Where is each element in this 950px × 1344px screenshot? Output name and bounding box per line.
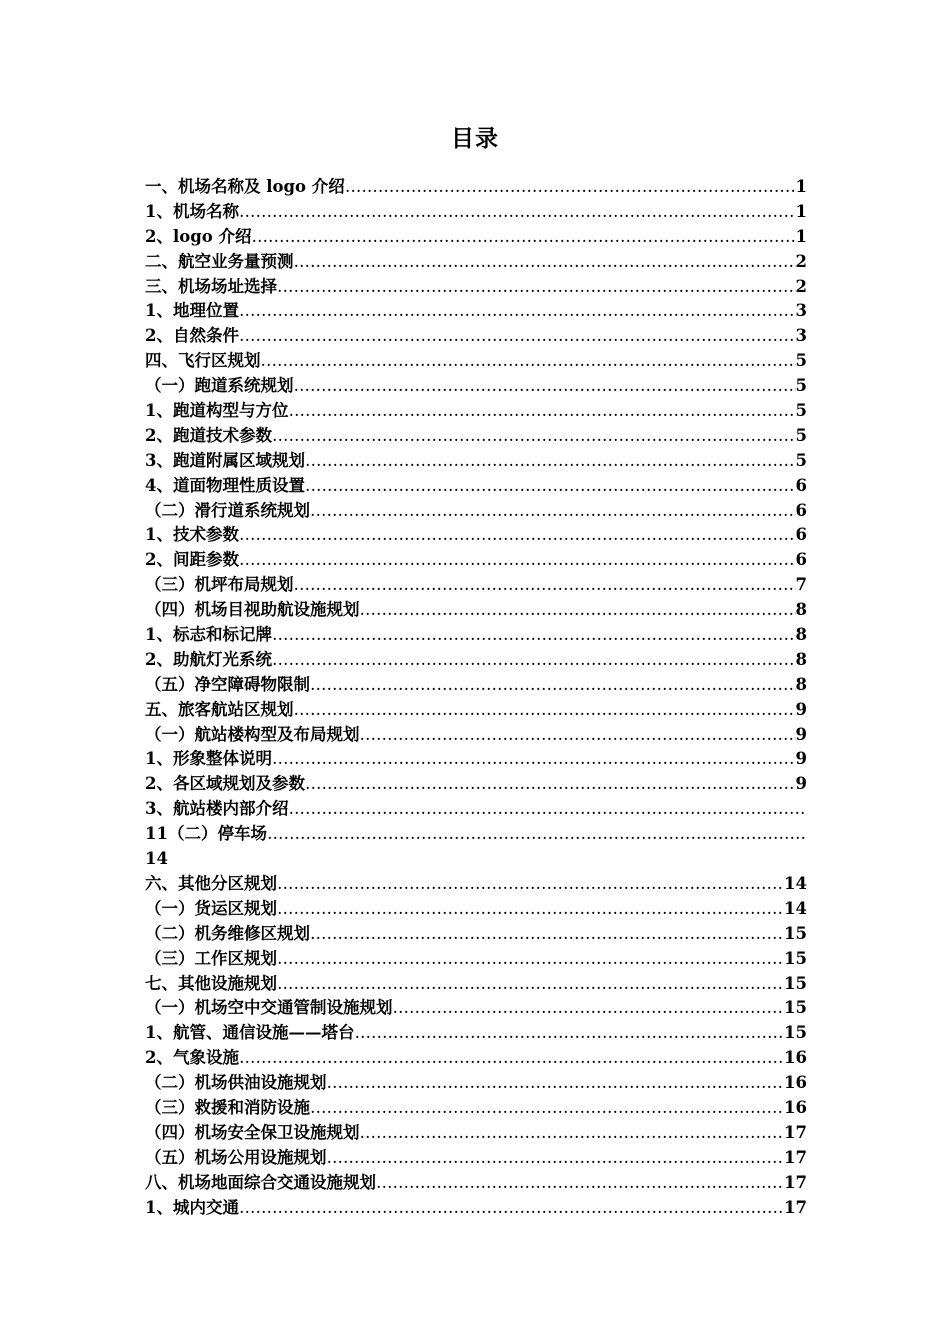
toc-entry[interactable]: [145, 1171, 807, 1196]
toc-leader-dots: [305, 449, 796, 474]
toc-leader-dots: [360, 723, 796, 748]
toc-entry[interactable]: [145, 598, 807, 623]
toc-entry-page: 9: [795, 774, 807, 794]
toc-entry[interactable]: [145, 623, 807, 648]
toc-entry-label: 4、道面物理性质设置: [145, 475, 305, 495]
toc-entry-label: 二、航空业务量预测: [145, 251, 294, 271]
toc-leader-dots: [239, 1046, 784, 1071]
toc-entry-label: （二）滑行道系统规划: [145, 500, 310, 520]
toc-entry-page: 6: [795, 475, 807, 495]
toc-leader-dots: [239, 548, 796, 573]
toc-leader-dots: [277, 275, 796, 300]
table-of-contents: [145, 175, 807, 1220]
toc-entry[interactable]: [145, 698, 807, 723]
toc-entry-page: 3: [795, 326, 807, 346]
toc-entry[interactable]: [145, 200, 807, 225]
toc-entry-label: 3、跑道附属区域规划: [145, 450, 305, 470]
toc-leader-dots: [294, 698, 796, 723]
toc-entry[interactable]: [145, 399, 807, 424]
toc-entry-page: 1: [795, 201, 807, 221]
toc-entry-label: （四）机场目视助航设施规划: [145, 600, 360, 620]
toc-entry-page: 5: [795, 425, 807, 445]
toc-entry-page: 15: [784, 998, 807, 1018]
toc-leader-dots: [294, 250, 796, 275]
toc-entry-page: 17: [784, 1197, 807, 1217]
toc-entry[interactable]: [145, 648, 807, 673]
toc-leader-dots: [277, 872, 784, 897]
toc-entry-page: 5: [795, 376, 807, 396]
toc-entry[interactable]: [145, 299, 807, 324]
toc-leader-dots: [267, 822, 807, 847]
toc-entry-page: 9: [795, 724, 807, 744]
toc-entry[interactable]: [145, 847, 807, 872]
toc-leader-dots: [239, 324, 796, 349]
toc-leader-dots: [310, 922, 784, 947]
toc-entry-page: 17: [784, 1172, 807, 1192]
toc-leader-dots: [327, 1071, 785, 1096]
toc-entry-label: 一、机场名称及 logo 介绍: [145, 177, 345, 196]
toc-entry-label: （一）航站楼构型及布局规划: [145, 724, 360, 744]
toc-entry-page: 17: [784, 1122, 807, 1142]
toc-entry-label: （一）跑道系统规划: [145, 376, 294, 396]
toc-entry-page: 6: [795, 525, 807, 545]
toc-entry[interactable]: [145, 996, 807, 1021]
toc-entry-page: 15: [784, 973, 807, 993]
toc-entry-page: 14: [784, 898, 807, 918]
toc-entry-label: 14: [145, 849, 168, 869]
toc-entry[interactable]: [145, 349, 807, 374]
toc-entry-label: 2、各区域规划及参数: [145, 774, 305, 794]
toc-entry-page: 8: [795, 674, 807, 694]
toc-entry[interactable]: [145, 175, 807, 200]
toc-entry-label: 1、航管、通信设施——塔台: [145, 1023, 355, 1043]
toc-entry-label: 3、航站楼内部介绍: [145, 799, 289, 819]
toc-entry-label: （五）净空障碍物限制: [145, 674, 310, 694]
toc-entry-page: 16: [784, 1097, 807, 1117]
toc-entry-label: 七、其他设施规划: [145, 973, 277, 993]
toc-entry-page: 2: [795, 251, 807, 271]
toc-leader-dots: [376, 1171, 784, 1196]
toc-entry[interactable]: [145, 1196, 807, 1221]
toc-leader-dots: [239, 1196, 784, 1221]
toc-leader-dots: [261, 349, 796, 374]
toc-entry-label: 1、标志和标记牌: [145, 625, 272, 645]
toc-entry-label: 1、跑道构型与方位: [145, 401, 289, 421]
toc-entry-label: （三）机坪布局规划: [145, 575, 294, 595]
toc-entry-label: 五、旅客航站区规划: [145, 699, 294, 719]
toc-leader-dots: [272, 648, 796, 673]
toc-entry-page: 3: [795, 301, 807, 321]
toc-entry-label: 11（二）停车场: [145, 824, 267, 844]
toc-entry[interactable]: [145, 548, 807, 573]
toc-entry-label: 1、形象整体说明: [145, 749, 272, 769]
toc-leader-dots: [393, 996, 785, 1021]
toc-entry[interactable]: [145, 1071, 807, 1096]
toc-entry-page: 1: [795, 226, 807, 246]
toc-entry-page: 5: [795, 450, 807, 470]
toc-entry-page: 6: [795, 500, 807, 520]
toc-entry-page: 8: [795, 649, 807, 669]
toc-entry-label: 2、logo 介绍: [145, 226, 252, 246]
toc-entry-label: 2、自然条件: [145, 326, 239, 346]
toc-entry-page: 8: [795, 600, 807, 620]
toc-entry-label: （二）机务维修区规划: [145, 923, 310, 943]
toc-entry[interactable]: [145, 673, 807, 698]
toc-leader-dots: [310, 499, 796, 524]
toc-entry-label: （四）机场安全保卫设施规划: [145, 1122, 360, 1142]
toc-leader-dots: [345, 175, 796, 200]
toc-entry[interactable]: [145, 1121, 807, 1146]
toc-entry[interactable]: [145, 872, 807, 897]
toc-entry[interactable]: [145, 897, 807, 922]
toc-entry-label: （一）货运区规划: [145, 898, 277, 918]
toc-entry-page: 8: [795, 625, 807, 645]
toc-entry[interactable]: [145, 424, 807, 449]
toc-entry-label: 1、城内交通: [145, 1197, 239, 1217]
toc-leader-dots: [272, 747, 796, 772]
toc-entry-label: 2、间距参数: [145, 550, 239, 570]
toc-entry[interactable]: [145, 723, 807, 748]
toc-entry[interactable]: [145, 474, 807, 499]
toc-entry-page: 1: [795, 177, 807, 196]
toc-entry[interactable]: [145, 922, 807, 947]
toc-entry[interactable]: [145, 797, 807, 822]
toc-leader-dots: [239, 523, 796, 548]
toc-entry-page: 16: [784, 1048, 807, 1068]
toc-entry[interactable]: [145, 747, 807, 772]
toc-entry-label: 四、飞行区规划: [145, 351, 261, 371]
toc-leader-dots: [305, 772, 796, 797]
toc-entry-label: 1、地理位置: [145, 301, 239, 321]
toc-entry[interactable]: [145, 947, 807, 972]
toc-leader-dots: [310, 1096, 784, 1121]
toc-entry[interactable]: [145, 499, 807, 524]
toc-entry[interactable]: [145, 972, 807, 997]
toc-entry-page: 5: [795, 351, 807, 371]
toc-entry-page: 7: [795, 575, 807, 595]
toc-entry-label: 八、机场地面综合交通设施规划: [145, 1172, 376, 1192]
toc-title: 目录: [451, 125, 499, 152]
toc-entry-label: 2、助航灯光系统: [145, 649, 272, 669]
toc-leader-dots: [360, 1121, 785, 1146]
toc-entry-page: 15: [784, 1023, 807, 1043]
toc-entry-label: （三）救援和消防设施: [145, 1097, 310, 1117]
toc-leader-dots: [277, 947, 784, 972]
toc-entry-page: 6: [795, 550, 807, 570]
toc-entry[interactable]: [145, 374, 807, 399]
toc-entry-label: 1、技术参数: [145, 525, 239, 545]
toc-entry-label: 三、机场场址选择: [145, 276, 277, 296]
toc-entry[interactable]: [145, 324, 807, 349]
toc-entry[interactable]: [145, 225, 807, 250]
toc-entry-page: 2: [795, 276, 807, 296]
toc-entry-page: 17: [784, 1147, 807, 1167]
toc-entry-label: 2、气象设施: [145, 1048, 239, 1068]
toc-leader-dots: [239, 299, 796, 324]
toc-entry[interactable]: [145, 523, 807, 548]
toc-entry-label: 六、其他分区规划: [145, 873, 277, 893]
toc-entry-page: 9: [795, 749, 807, 769]
toc-leader-dots: [272, 424, 796, 449]
toc-entry[interactable]: [145, 1096, 807, 1121]
toc-entry-label: （五）机场公用设施规划: [145, 1147, 327, 1167]
toc-entry-page: 15: [784, 948, 807, 968]
toc-entry[interactable]: [145, 449, 807, 474]
toc-entry[interactable]: [145, 275, 807, 300]
toc-entry-page: 15: [784, 923, 807, 943]
toc-entry-label: 1、机场名称: [145, 201, 239, 221]
toc-leader-dots: [354, 1021, 784, 1046]
toc-entry[interactable]: [145, 250, 807, 275]
toc-leader-dots: [327, 1146, 785, 1171]
toc-entry[interactable]: [145, 772, 807, 797]
toc-leader-dots: [310, 673, 796, 698]
toc-entry-page: 5: [795, 401, 807, 421]
toc-entry-label: （一）机场空中交通管制设施规划: [145, 998, 393, 1018]
toc-leader-dots: [277, 972, 784, 997]
toc-entry-page: 16: [784, 1073, 807, 1093]
toc-leader-dots: [288, 797, 807, 822]
toc-leader-dots: [294, 374, 796, 399]
toc-leader-dots: [294, 573, 796, 598]
toc-entry-label: （二）机场供油设施规划: [145, 1073, 327, 1093]
toc-leader-dots: [288, 399, 795, 424]
toc-entry[interactable]: [145, 1146, 807, 1171]
toc-entry[interactable]: [145, 1046, 807, 1071]
toc-leader-dots: [272, 623, 796, 648]
toc-entry[interactable]: [145, 1021, 807, 1046]
toc-entry-label: 2、跑道技术参数: [145, 425, 272, 445]
toc-entry[interactable]: [145, 822, 807, 847]
toc-entry[interactable]: [145, 573, 807, 598]
toc-leader-dots: [252, 225, 796, 250]
toc-leader-dots: [277, 897, 784, 922]
toc-leader-dots: [239, 200, 796, 225]
toc-entry-label: （三）工作区规划: [145, 948, 277, 968]
toc-leader-dots: [305, 474, 796, 499]
toc-leader-dots: [360, 598, 796, 623]
toc-entry-page: 14: [784, 873, 807, 893]
toc-entry-page: 9: [795, 699, 807, 719]
